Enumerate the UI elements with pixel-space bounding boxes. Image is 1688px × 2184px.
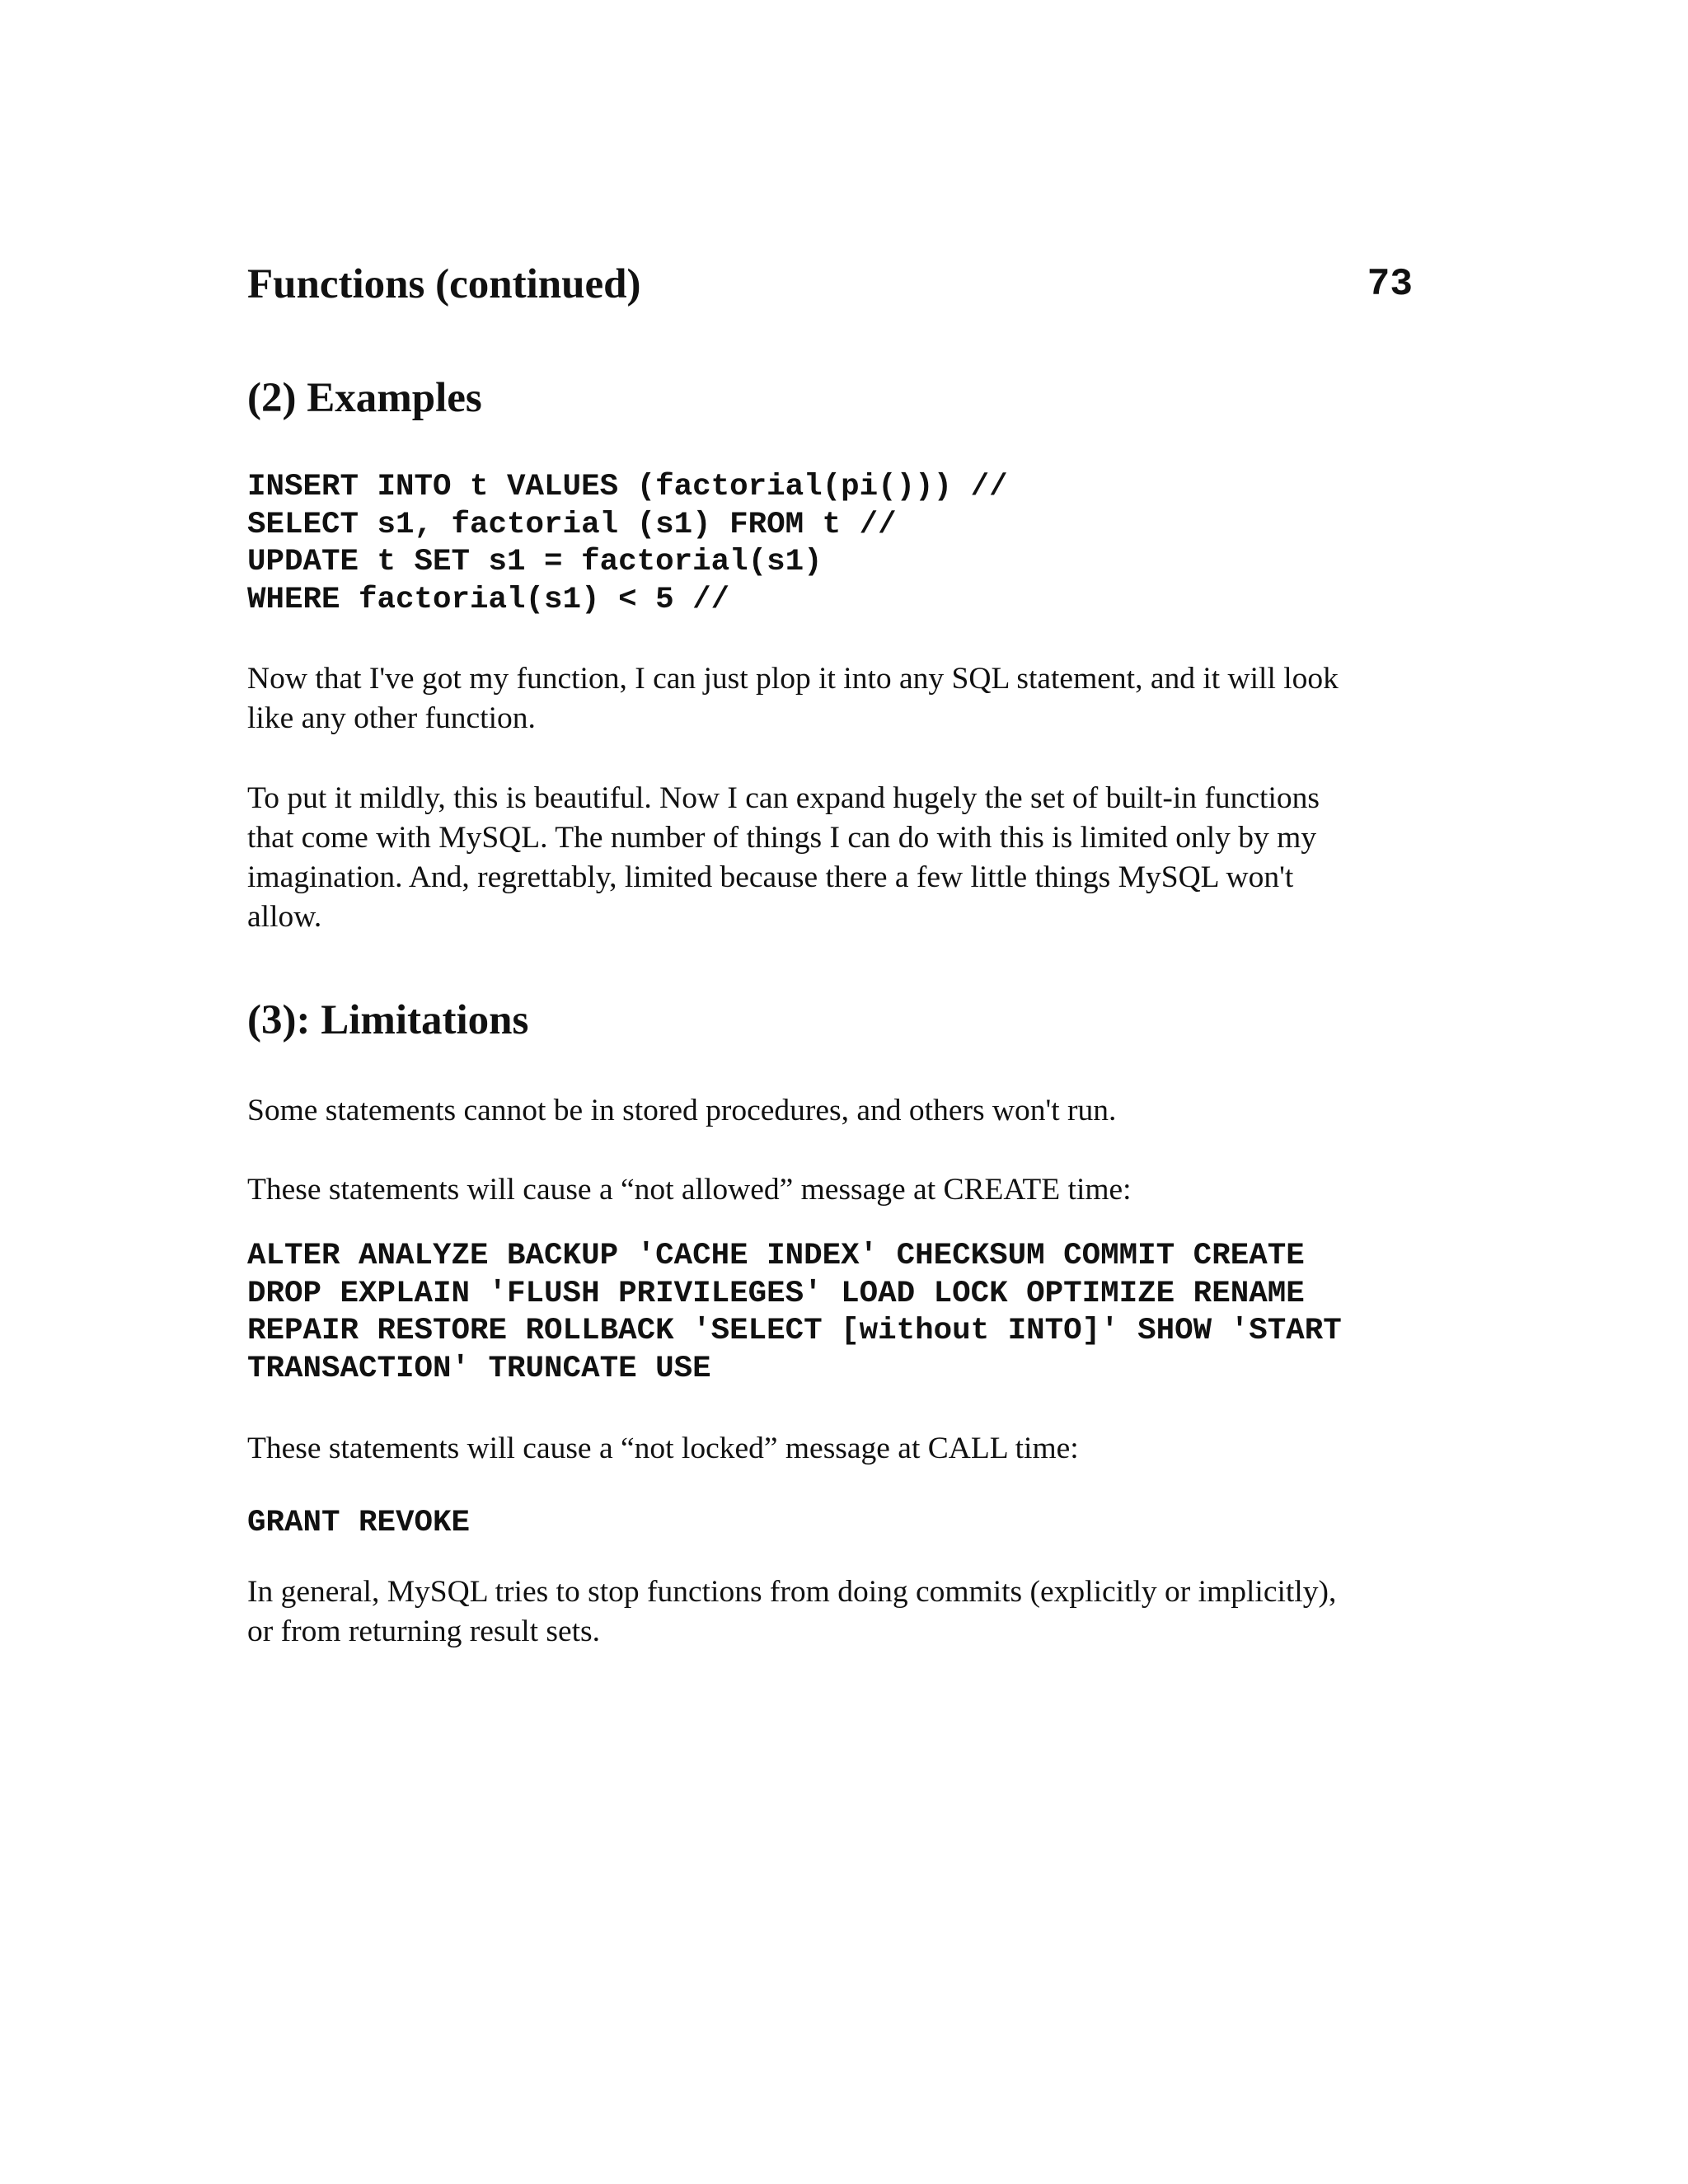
paragraph-line: like any other function. — [247, 701, 536, 735]
code-line: REPAIR RESTORE ROLLBACK 'SELECT [without INTO]' SHOW 'START — [247, 1314, 1342, 1348]
paragraph-line: imagination. And, regrettably, limited because there a few little things MySQL won't — [247, 860, 1294, 894]
create-time-code-block — [247, 1238, 1418, 1388]
call-time-code-block — [247, 1505, 1418, 1543]
page-number: 73 — [1367, 263, 1413, 306]
examples-paragraph-1 — [247, 659, 1418, 738]
limitations-heading-block — [247, 996, 1418, 1045]
code-line: WHERE factorial(s1) < 5 // — [247, 582, 730, 617]
paragraph-line: Some statements cannot be in stored procedures, and others won't run. — [247, 1094, 1117, 1127]
code-line: UPDATE t SET s1 = factorial(s1) — [247, 545, 823, 579]
examples-heading: (2) Examples — [247, 375, 482, 421]
paragraph-line: To put it mildly, this is beautiful. Now I can expand hugely the set of built-in functions — [247, 781, 1320, 815]
examples-heading-block — [247, 373, 1418, 423]
paragraph-line: These statements will cause a “not allowed” message at CREATE time: — [247, 1173, 1132, 1207]
paragraph-line: allow. — [247, 900, 322, 934]
limitations-heading: (3): Limitations — [247, 997, 529, 1043]
code-line: GRANT REVOKE — [247, 1506, 471, 1540]
running-title: Functions (continued) — [247, 261, 641, 307]
document-page — [247, 0, 1418, 2184]
limitations-intro — [247, 1091, 1418, 1131]
code-line: TRANSACTION' TRUNCATE USE — [247, 1351, 711, 1386]
call-time-intro — [247, 1429, 1418, 1469]
code-line: SELECT s1, factorial (s1) FROM t // — [247, 507, 897, 542]
paragraph-line: These statements will cause a “not locked” message at CALL time: — [247, 1432, 1079, 1465]
examples-paragraph-2 — [247, 779, 1418, 937]
closing-paragraph — [247, 1572, 1418, 1652]
paragraph-line: In general, MySQL tries to stop functions from doing commits (explicitly or implicitly), — [247, 1575, 1337, 1609]
code-line: ALTER ANALYZE BACKUP 'CACHE INDEX' CHECKSUM COMMIT CREATE — [247, 1239, 1305, 1273]
page-header — [247, 260, 1418, 309]
code-line: DROP EXPLAIN 'FLUSH PRIVILEGES' LOAD LOCK OPTIMIZE RENAME — [247, 1276, 1305, 1311]
create-time-intro — [247, 1170, 1418, 1210]
code-line: INSERT INTO t VALUES (factorial(pi())) // — [247, 470, 1008, 504]
examples-code-block — [247, 469, 1418, 619]
paragraph-line: or from returning result sets. — [247, 1615, 601, 1648]
paragraph-line: Now that I've got my function, I can just plop it into any SQL statement, and it will look — [247, 662, 1339, 696]
paragraph-line: that come with MySQL. The number of things I can do with this is limited only by my — [247, 821, 1317, 855]
